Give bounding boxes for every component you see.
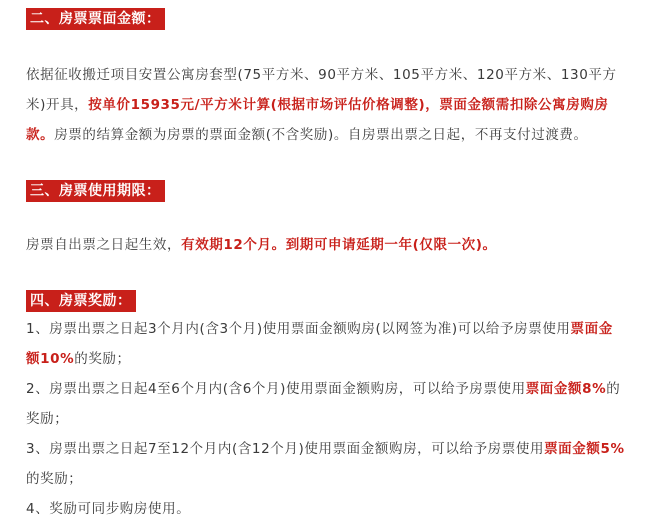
face-value-line-3 [26,120,638,150]
validity-paragraph [26,230,638,260]
reward-item-3-highlight: 票面金额5% [544,441,625,457]
reward-item-3-line-1 [26,434,638,464]
section-heading-rewards: 四、房票奖励： [26,290,136,312]
reward-item-1-highlight-end: 额10% [26,351,75,367]
reward-item-3-text: 3、房票出票之日起7至12个月内(含12个月)使用票面金额购房，可以给予房票使用 [26,441,545,457]
face-value-highlight-end: 款。 [26,127,55,143]
reward-item-3-line-2: 的奖励； [26,471,83,487]
face-value-line-2 [26,90,638,120]
validity-line [26,230,638,260]
validity-text: 房票自出票之日起生效， [26,237,182,253]
reward-item-2-line-2: 奖励； [26,411,69,427]
face-value-paragraph [26,60,638,150]
rewards-list [26,314,638,524]
reward-item-2-line-1 [26,374,638,404]
reward-item-1-suffix: 的奖励； [74,351,131,367]
settlement-text: 房票的结算金额为房票的票面金额(不含奖励)。自房票出票之日起，不再支付过渡费。 [54,127,588,143]
section-heading-validity: 三、房票使用期限： [26,180,165,202]
section-heading-face-value: 二、房票票面金额： [26,8,165,30]
reward-item-1-line-1 [26,314,638,344]
reward-item-1-highlight: 票面金 [570,321,613,337]
reward-item-2-highlight: 票面金额8% [525,381,607,397]
face-value-highlight: 按单价15935元/平方米计算(根据市场评估价格调整)，票面金额需扣除公寓房购房 [88,97,609,113]
reward-item-2-text: 2、房票出票之日起4至6个月内(含6个月)使用票面金额购房，可以给予房票使用 [26,381,526,397]
face-value-line-1: 依据征收搬迁项目安置公寓房套型(75平方米、90平方米、105平方米、120平方米、130平方 [26,67,617,83]
reward-item-1-line-2 [26,344,638,374]
reward-item-4: 4、奖励可同步购房使用。 [26,501,191,517]
validity-highlight: 有效期12个月。到期可申请延期一年(仅限一次)。 [181,237,497,253]
face-value-text: 米)开具， [26,97,89,113]
reward-item-2-suffix: 的 [606,381,621,397]
reward-item-1-text: 1、房票出票之日起3个月内(含3个月)使用票面金额购房(以网签为准)可以给予房票使用 [26,321,571,337]
